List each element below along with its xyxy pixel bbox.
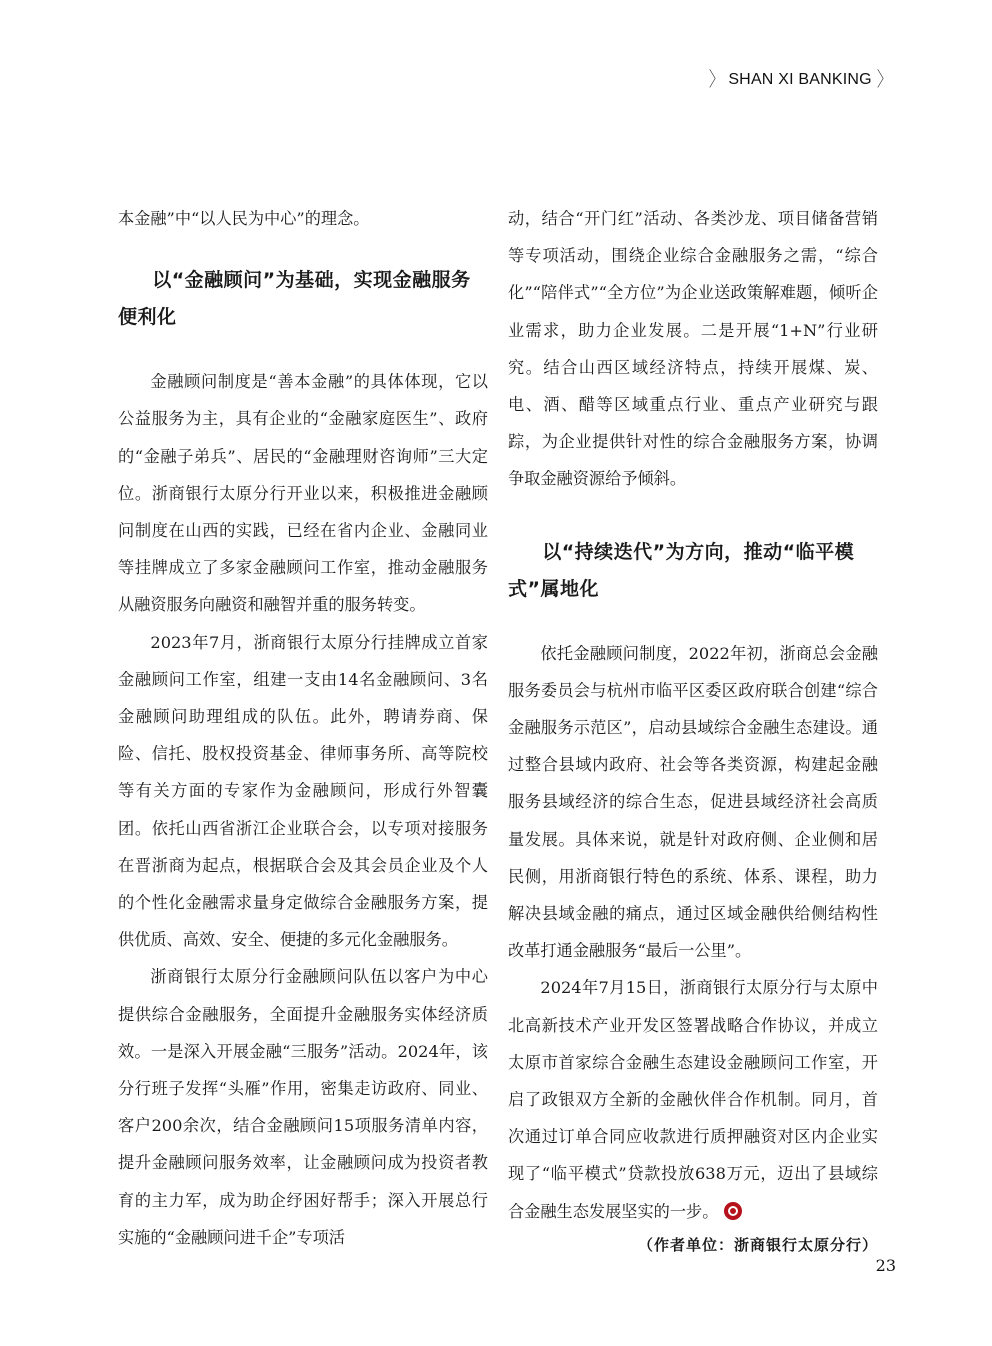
body-paragraph: 金融顾问制度是“善本金融”的具体体现，它以公益服务为主，具有企业的“金融家庭医生”、政府的“金融子弟兵”、居民的“金融理财咨询师”三大定位。浙商银行太原分行开业以来，积极推进金融顾问制度在山西的实践，已经在省内企业、金融同业等挂牌成立了多家金融顾问工作室，推动金融服务从融资服务向融资和融智并重的服务转变。: [118, 372, 488, 615]
left-column: [118, 200, 488, 1256]
body-paragraph: 依托金融顾问制度，2022年初，浙商总会金融服务委员会与杭州市临平区委区政府联合创建“综合金融服务示范区”，启动县域综合金融生态建设。通过整合县域内政府、社会等各类资源，构建起金融服务县域经济的综合生态，促进县域经济社会高质量发展。具体来说，就是针对政府侧、企业侧和居民侧，用浙商银行特色的系统、体系、课程，助力解决县域金融的痛点，通过区域金融供给侧结构性改革打通金融服务“最后一公里”。: [508, 643, 878, 961]
right-bracket-ornament: 〉: [876, 69, 891, 91]
section-heading: 以“持续迭代”为方向，推动“临平模式”属地化: [508, 540, 855, 600]
continued-paragraph: 本金融”中“以人民为中心”的理念。: [118, 209, 370, 228]
section-label: SHAN XI BANKING: [728, 71, 872, 88]
magazine-section-tag: [704, 70, 896, 90]
page-number: 23: [875, 1256, 896, 1275]
left-bracket-ornament: 〉: [709, 69, 724, 91]
continued-paragraph: 动，结合“开门红”活动、各类沙龙、项目储备营销等专项活动，围绕企业综合金融服务之需，“综合化”“陪伴式”“全方位”为企业送政策解难题，倾听企业需求，助力企业发展。二是开展“1+N”行业研究。结合山西区域经济特点，持续开展煤、炭、电、酒、醋等区域重点行业、重点产业研究与跟踪，为企业提供针对性的综合金融服务方案，协调争取金融资源给予倾斜。: [508, 209, 878, 489]
article-end-logo-icon: [724, 1202, 742, 1220]
section-heading: 以“金融顾问”为基础，实现金融服务便利化: [118, 269, 471, 329]
right-column: [508, 200, 878, 1255]
body-paragraph: 浙商银行太原分行金融顾问队伍以客户为中心提供综合金融服务，全面提升金融服务实体经济质效。一是深入开展金融“三服务”活动。2024年，该分行班子发挥“头雁”作用，密集走访政府、同业、客户200余次，结合金融顾问15项服务清单内容，提升金融顾问服务效率，让金融顾问成为投资者教育的主力军，成为助企纾困好帮手；深入开展总行实施的“金融顾问进千企”专项活: [118, 967, 488, 1247]
author-affiliation: （作者单位：浙商银行太原分行）: [637, 1235, 878, 1254]
final-paragraph: [508, 969, 878, 1229]
final-paragraph-text: 2024年7月15日，浙商银行太原分行与太原中北高新技术产业开发区签署战略合作协议，并成立太原市首家综合金融生态建设金融顾问工作室，开启了政银双方全新的金融伙伴合作机制。同月，首次通过订单合同应收款进行质押融资对区内企业实现了“临平模式”贷款投放638万元，迈出了县域综合金融生态发展坚实的一步。: [508, 978, 878, 1221]
body-paragraph: 2023年7月，浙商银行太原分行挂牌成立首家金融顾问工作室，组建一支由14名金融顾问、3名金融顾问助理组成的队伍。此外，聘请券商、保险、信托、股权投资基金、律师事务所、高等院校等有关方面的专家作为金融顾问，形成行外智囊团。依托山西省浙江企业联合会，以专项对接服务在晋浙商为起点，根据联合会及其会员企业及个人的个性化金融需求量身定做综合金融服务方案，提供优质、高效、安全、便捷的多元化金融服务。: [118, 632, 488, 950]
